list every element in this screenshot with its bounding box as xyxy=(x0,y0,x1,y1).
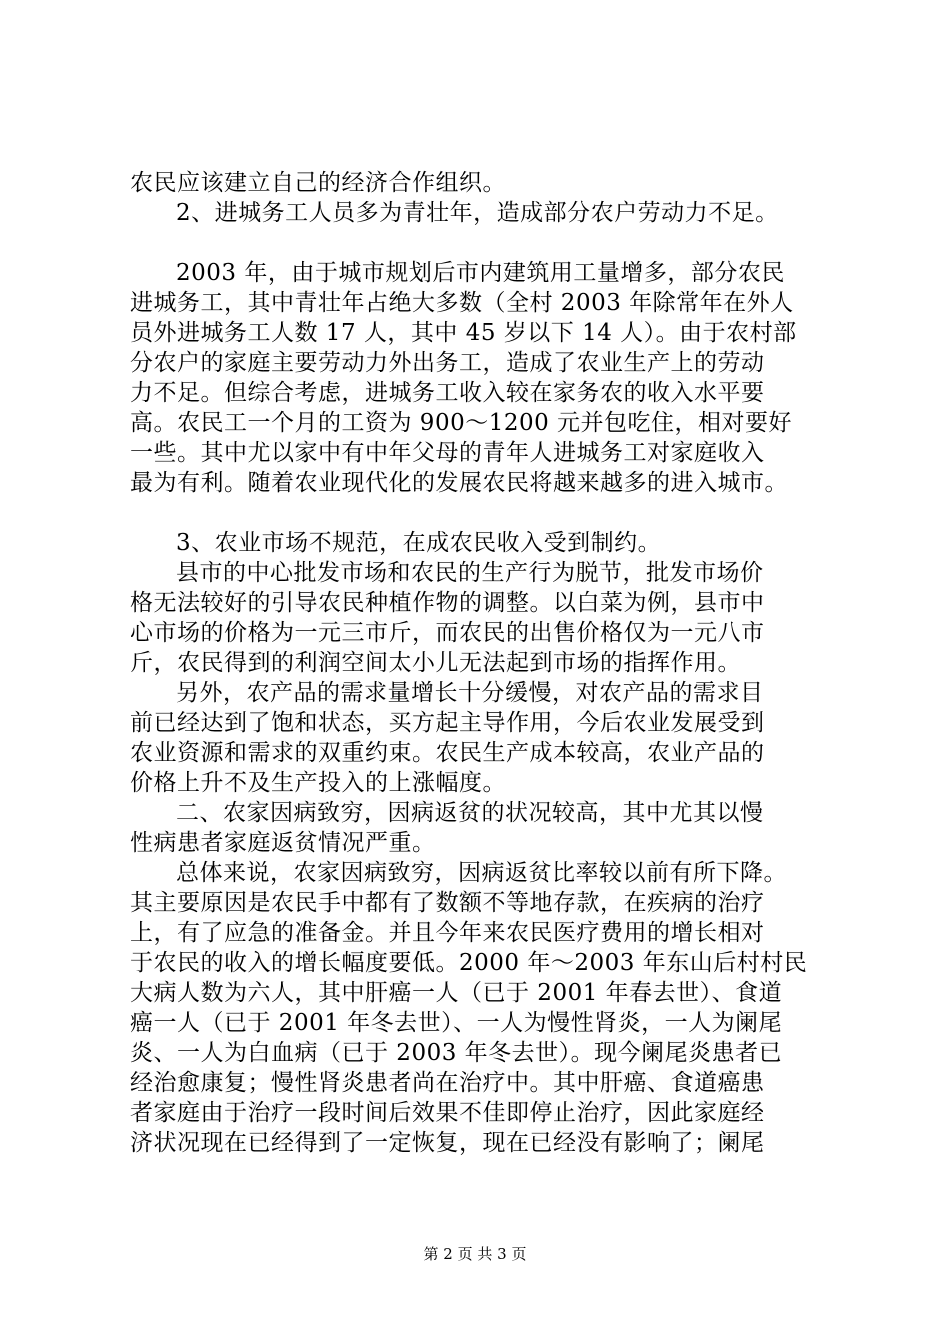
text-line: 大病人数为六人，其中肝癌一人（已于 2001 年春去世）、食道 xyxy=(130,980,783,1006)
text-line: 性病患者家庭返贫情况严重。 xyxy=(130,830,436,856)
text-line: 上，有了应急的准备金。并且今年来农民医疗费用的增长相对 xyxy=(130,920,765,946)
text-line: 3、农业市场不规范，在成农民收入受到制约。 xyxy=(176,530,662,556)
text-line: 心市场的价格为一元三市斤，而农民的出售价格仅为一元八市 xyxy=(130,620,765,646)
text-line: 农民应该建立自己的经济合作组织。 xyxy=(130,170,506,196)
text-line: 价格上升不及生产投入的上涨幅度。 xyxy=(130,770,506,796)
text-line: 济状况现在已经得到了一定恢复，现在已经没有影响了；阑尾 xyxy=(130,1130,765,1156)
text-line: 总体来说，农家因病致穷，因病返贫比率较以前有所下降。 xyxy=(176,860,787,886)
text-line: 者家庭由于治疗一段时间后效果不佳即停止治疗，因此家庭经 xyxy=(130,1100,765,1126)
text-line: 其主要原因是农民手中都有了数额不等地存款，在疾病的治疗 xyxy=(130,890,765,916)
text-line: 县市的中心批发市场和农民的生产行为脱节，批发市场价 xyxy=(176,560,764,586)
text-line: 进城务工，其中青壮年占绝大多数（全村 2003 年除常年在外人 xyxy=(130,290,794,316)
text-line: 格无法较好的引导农民种植作物的调整。以白菜为例，县市中 xyxy=(130,590,765,616)
text-line: 2003 年，由于城市规划后市内建筑用工量增多，部分农民 xyxy=(176,260,785,286)
text-line: 最为有利。随着农业现代化的发展农民将越来越多的进入城市。 xyxy=(130,470,788,496)
text-line: 另外，农产品的需求量增长十分缓慢，对农产品的需求目 xyxy=(176,680,764,706)
text-line: 员外进城务工人数 17 人，其中 45 岁以下 14 人）。由于农村部 xyxy=(130,320,797,346)
text-line: 农业资源和需求的双重约束。农民生产成本较高，农业产品的 xyxy=(130,740,765,766)
text-line: 分农户的家庭主要劳动力外出务工，造成了农业生产上的劳动 xyxy=(130,350,765,376)
paragraph-gap xyxy=(130,228,832,258)
page-footer: 第 2 页 共 3 页 xyxy=(423,1245,527,1263)
text-line: 炎、一人为白血病（已于 2003 年冬去世）。现今阑尾炎患者已 xyxy=(130,1040,783,1066)
text-line: 力不足。但综合考虑，进城务工收入较在家务农的收入水平要 xyxy=(130,380,765,406)
text-line: 二、农家因病致穷，因病返贫的状况较高，其中尤其以慢 xyxy=(176,800,764,826)
paragraph-gap xyxy=(130,498,832,528)
text-line: 高。农民工一个月的工资为 900～1200 元并包吃住，相对要好 xyxy=(130,410,793,436)
text-line: 经治愈康复；慢性肾炎患者尚在治疗中。其中肝癌、食道癌患 xyxy=(130,1070,765,1096)
text-line: 2、进城务工人员多为青壮年，造成部分农户劳动力不足。 xyxy=(176,200,779,226)
document-body xyxy=(130,168,832,1158)
text-line: 前已经达到了饱和状态，买方起主导作用，今后农业发展受到 xyxy=(130,710,765,736)
text-line: 癌一人（已于 2001 年冬去世）、一人为慢性肾炎，一人为阑尾 xyxy=(130,1010,783,1036)
text-line: 斤，农民得到的利润空间太小儿无法起到市场的指挥作用。 xyxy=(130,650,741,676)
text-line: 一些。其中尤以家中有中年父母的青年人进城务工对家庭收入 xyxy=(130,440,765,466)
text-line: 于农民的收入的增长幅度要低。2000 年～2003 年东山后村村民 xyxy=(130,950,808,976)
